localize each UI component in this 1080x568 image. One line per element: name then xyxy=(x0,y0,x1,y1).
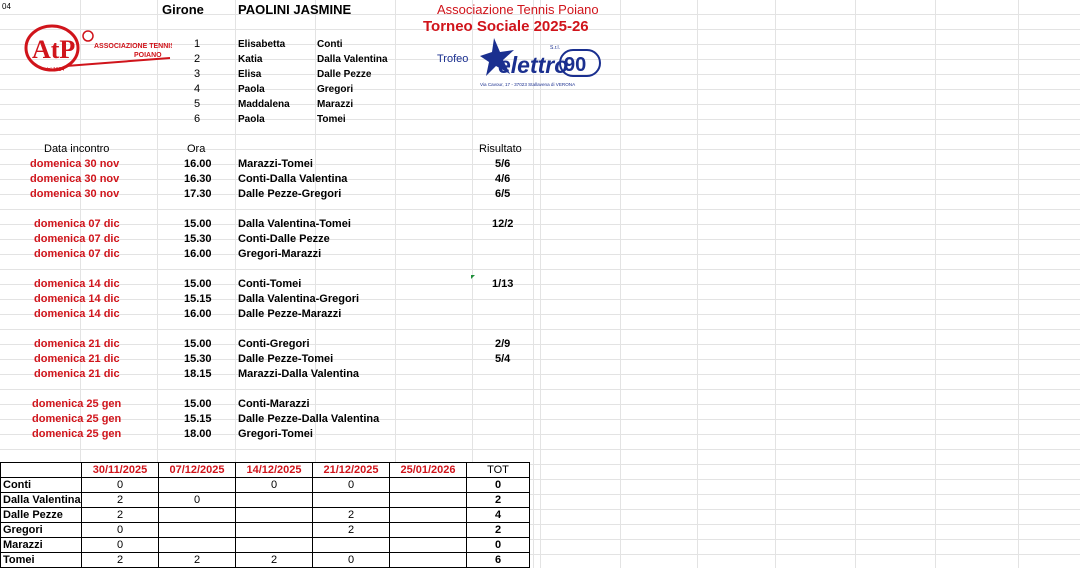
match-pairing: Dalle Pezze-Tomei xyxy=(238,353,334,365)
match-pairing: Marazzi-Tomei xyxy=(238,158,313,170)
match-time: 15.30 xyxy=(184,233,212,245)
summary-date-header: 30/11/2025 xyxy=(82,463,159,478)
summary-points: 2 xyxy=(82,493,159,508)
summary-points: 2 xyxy=(82,553,159,568)
summary-row xyxy=(1,478,530,493)
atp-year: dal 1984 xyxy=(45,67,65,73)
match-date: domenica 25 gen xyxy=(32,413,122,425)
match-pairing: Gregori-Marazzi xyxy=(238,248,322,260)
summary-points: 0 xyxy=(236,478,313,493)
match-time: 15.00 xyxy=(184,338,212,350)
player-last-name: Dalle Pezze xyxy=(317,69,372,80)
match-pairing: Marazzi-Dalla Valentina xyxy=(238,368,360,380)
match-time: 16.00 xyxy=(184,158,212,170)
match-pairing: Gregori-Tomei xyxy=(238,428,313,440)
match-result: 6/5 xyxy=(495,188,511,200)
player-first-name: Maddalena xyxy=(238,99,290,110)
match-result: 2/9 xyxy=(495,338,511,350)
summary-points: 2 xyxy=(313,508,390,523)
match-time: 16.00 xyxy=(184,308,212,320)
player-last-name: Conti xyxy=(317,39,343,50)
match-pairing: Conti-Dalla Valentina xyxy=(238,173,348,185)
player-number: 3 xyxy=(194,68,201,80)
match-pairing: Dalla Valentina-Gregori xyxy=(238,293,360,305)
summary-points xyxy=(313,493,390,508)
player-first-name: Elisa xyxy=(238,69,262,80)
summary-points: 0 xyxy=(82,523,159,538)
match-pairing: Conti-Gregori xyxy=(238,338,310,350)
sponsor-address: Via Cavour, 17 - 37023 Stallavena di VERONA xyxy=(480,82,576,87)
summary-player-name: Gregori xyxy=(1,523,82,538)
match-time: 17.30 xyxy=(184,188,212,200)
summary-player-name: Conti xyxy=(1,478,82,493)
player-first-name: Paola xyxy=(238,84,265,95)
summary-points xyxy=(390,538,467,553)
summary-points: 0 xyxy=(159,493,236,508)
summary-header-row xyxy=(1,463,530,478)
points-summary-table xyxy=(0,462,530,568)
player-last-name: Tomei xyxy=(317,114,346,125)
match-result: 1/13 xyxy=(492,278,514,290)
summary-points xyxy=(159,508,236,523)
match-pairing: Conti-Dalle Pezze xyxy=(238,233,330,245)
girone-name: PAOLINI JASMINE xyxy=(238,2,352,17)
match-time: 18.00 xyxy=(184,428,212,440)
match-time: 15.15 xyxy=(184,293,212,305)
summary-points xyxy=(159,538,236,553)
summary-date-header: 14/12/2025 xyxy=(236,463,313,478)
summary-total-header: TOT xyxy=(467,463,530,478)
comment-indicator xyxy=(471,275,475,279)
summary-total: 2 xyxy=(467,523,530,538)
summary-total: 2 xyxy=(467,493,530,508)
summary-corner-cell xyxy=(1,463,82,478)
match-date: domenica 21 dic xyxy=(34,353,120,365)
cell-reference: 04 xyxy=(2,2,11,11)
summary-total: 0 xyxy=(467,538,530,553)
summary-total: 4 xyxy=(467,508,530,523)
match-time: 16.30 xyxy=(184,173,212,185)
match-date: domenica 07 dic xyxy=(34,248,120,260)
match-pairing: Dalle Pezze-Marazzi xyxy=(238,308,342,320)
summary-points xyxy=(390,478,467,493)
player-number: 5 xyxy=(194,98,201,110)
summary-date-header: 21/12/2025 xyxy=(313,463,390,478)
match-time: 16.00 xyxy=(184,248,212,260)
match-date: domenica 07 dic xyxy=(34,233,120,245)
match-result: 4/6 xyxy=(495,173,511,185)
summary-points: 0 xyxy=(82,538,159,553)
summary-points: 0 xyxy=(313,478,390,493)
summary-points xyxy=(313,538,390,553)
summary-points xyxy=(390,508,467,523)
match-time: 15.00 xyxy=(184,218,212,230)
summary-row xyxy=(1,493,530,508)
match-date: domenica 21 dic xyxy=(34,338,120,350)
summary-points xyxy=(390,523,467,538)
match-date: domenica 25 gen xyxy=(32,398,122,410)
match-date: domenica 25 gen xyxy=(32,428,122,440)
atp-logo xyxy=(22,24,172,76)
summary-player-name: Marazzi xyxy=(1,538,82,553)
summary-player-name: Dalle Pezze xyxy=(1,508,82,523)
summary-date-header: 25/01/2026 xyxy=(390,463,467,478)
summary-points: 2 xyxy=(236,553,313,568)
summary-row xyxy=(1,538,530,553)
sponsor-number: 90 xyxy=(564,54,587,76)
summary-row xyxy=(1,523,530,538)
result-column-header: Risultato xyxy=(479,143,522,155)
match-pairing: Dalle Pezze-Gregori xyxy=(238,188,342,200)
player-last-name: Marazzi xyxy=(317,99,354,110)
match-time: 15.00 xyxy=(184,278,212,290)
summary-player-name: Dalla Valentina xyxy=(1,493,82,508)
summary-points xyxy=(236,538,313,553)
summary-points xyxy=(390,493,467,508)
match-time: 18.15 xyxy=(184,368,212,380)
summary-points: 0 xyxy=(313,553,390,568)
sponsor-suffix: S.r.l. xyxy=(550,45,561,51)
player-first-name: Paola xyxy=(238,114,265,125)
player-number: 1 xyxy=(194,38,201,50)
player-number: 4 xyxy=(194,83,201,95)
match-date: domenica 14 dic xyxy=(34,308,120,320)
match-time: 15.30 xyxy=(184,353,212,365)
time-column-header: Ora xyxy=(187,143,206,155)
atp-text-line1: ASSOCIAZIONE TENNIS xyxy=(94,43,172,50)
tournament-title: Torneo Sociale 2025-26 xyxy=(423,18,589,35)
summary-points xyxy=(159,478,236,493)
sponsor-name: elettro xyxy=(498,52,569,78)
summary-date-header: 07/12/2025 xyxy=(159,463,236,478)
match-date: domenica 14 dic xyxy=(34,293,120,305)
summary-points xyxy=(390,553,467,568)
summary-points xyxy=(236,523,313,538)
trofeo-label: Trofeo xyxy=(437,53,469,65)
player-last-name: Dalla Valentina xyxy=(317,54,388,65)
match-pairing: Conti-Marazzi xyxy=(238,398,310,410)
summary-points xyxy=(159,523,236,538)
atp-text-line2: POIANO xyxy=(134,52,162,59)
player-first-name: Elisabetta xyxy=(238,39,286,50)
match-date: domenica 30 nov xyxy=(30,158,120,170)
summary-row xyxy=(1,508,530,523)
match-pairing: Dalla Valentina-Tomei xyxy=(238,218,351,230)
match-result: 5/6 xyxy=(495,158,511,170)
match-date: domenica 07 dic xyxy=(34,218,120,230)
match-date: domenica 21 dic xyxy=(34,368,120,380)
player-last-name: Gregori xyxy=(317,84,354,95)
summary-points xyxy=(236,493,313,508)
match-result: 5/4 xyxy=(495,353,511,365)
summary-points: 0 xyxy=(82,478,159,493)
atp-letters: AtP xyxy=(32,35,76,64)
summary-points xyxy=(236,508,313,523)
player-number: 2 xyxy=(194,53,201,65)
summary-total: 0 xyxy=(467,478,530,493)
summary-player-name: Tomei xyxy=(1,553,82,568)
summary-points: 2 xyxy=(313,523,390,538)
match-result: 12/2 xyxy=(492,218,514,230)
player-number: 6 xyxy=(194,113,201,125)
summary-points: 2 xyxy=(159,553,236,568)
player-first-name: Katia xyxy=(238,54,263,65)
match-time: 15.15 xyxy=(184,413,212,425)
summary-total: 6 xyxy=(467,553,530,568)
sponsor-logo xyxy=(480,36,604,90)
match-date: domenica 14 dic xyxy=(34,278,120,290)
date-column-header: Data incontro xyxy=(44,143,110,155)
summary-row xyxy=(1,553,530,568)
match-date: domenica 30 nov xyxy=(30,173,120,185)
match-date: domenica 30 nov xyxy=(30,188,120,200)
match-pairing: Conti-Tomei xyxy=(238,278,302,290)
association-name: Associazione Tennis Poiano xyxy=(437,2,599,17)
match-pairing: Dalle Pezze-Dalla Valentina xyxy=(238,413,380,425)
match-time: 15.00 xyxy=(184,398,212,410)
girone-label: Girone xyxy=(162,2,204,17)
summary-points: 2 xyxy=(82,508,159,523)
